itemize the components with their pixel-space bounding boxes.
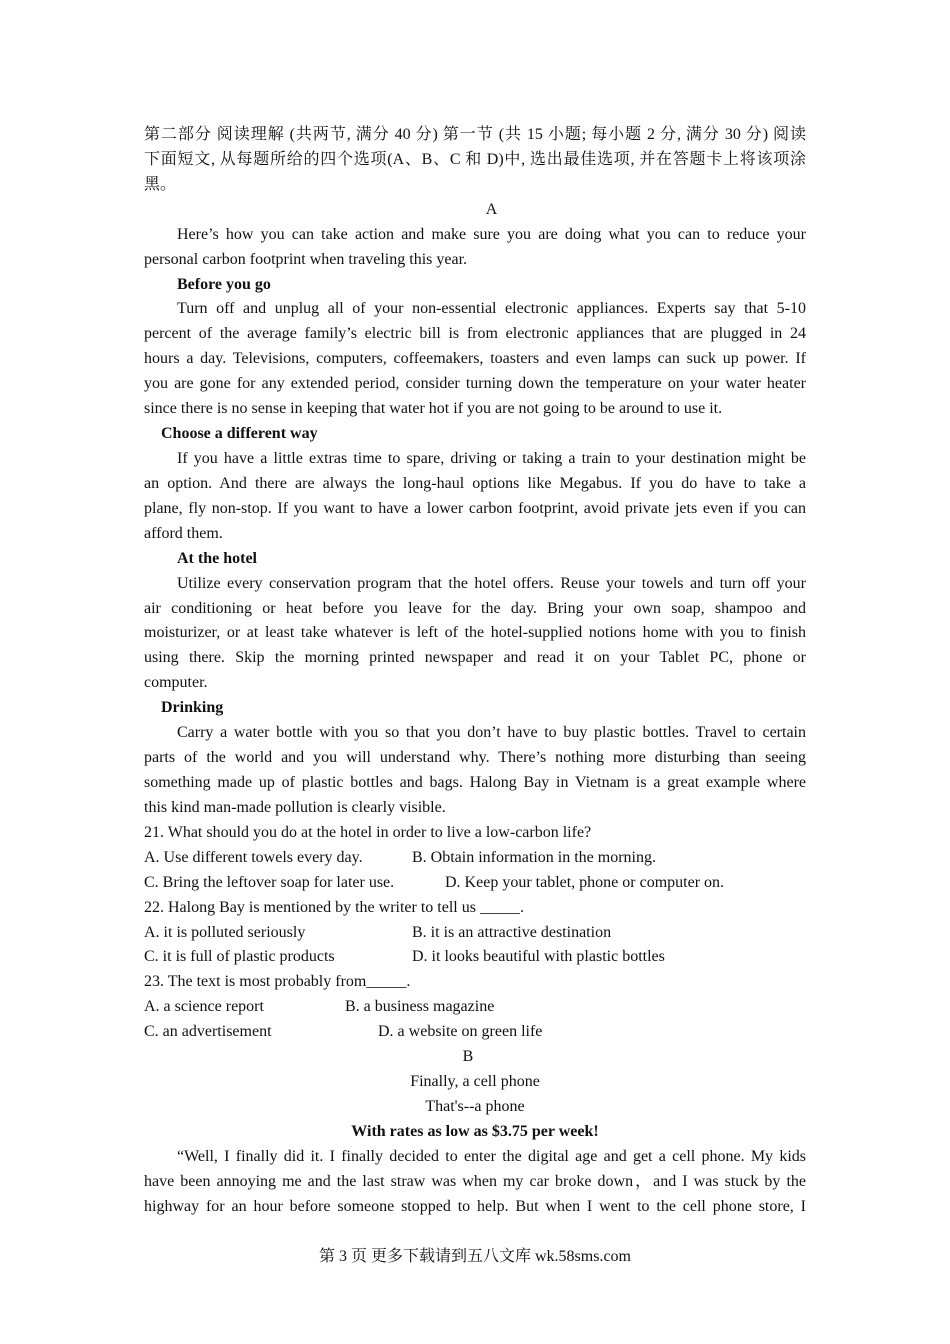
paragraph-line: Carry a water bottle with you so that you don’t have to buy plastic bottles. Travel to certain <box>177 724 806 742</box>
paragraph-line: using there. Skip the morning printed newspaper and read it on your Tablet PC, phone or <box>144 649 806 667</box>
answer-option: A. a science report <box>144 998 264 1016</box>
section-heading: At the hotel <box>177 549 257 567</box>
section-heading: Before you go <box>177 275 271 293</box>
option-row <box>144 945 806 970</box>
section-heading: Drinking <box>161 699 224 717</box>
instructions-line: 第二部分 阅读理解 (共两节, 满分 40 分) 第一节 (共 15 小题; 每小题 2 分, 满分 30 分) 阅读 <box>144 126 806 143</box>
page-footer: 第 3 页 更多下载请到五八文库 wk.58sms.com <box>318 1248 631 1265</box>
answer-option: C. Bring the leftover soap for later use. <box>144 873 395 891</box>
answer-option: B. it is an attractive destination <box>412 923 612 941</box>
paragraph-line: parts of the world and you will understand why. There’s nothing more disturbing than seeing <box>144 749 806 767</box>
ad-title: Finally, a cell phone <box>410 1073 540 1091</box>
paragraph-line: moisturizer, or at least take whatever is left of the hotel-supplied notions home with you to finish <box>144 624 806 642</box>
paragraph-line: personal carbon footprint when traveling this year. <box>144 250 468 268</box>
option-row <box>144 921 806 946</box>
paragraph-line: air conditioning or heat before you leave for the day. Bring your own soap, shampoo and <box>144 599 806 617</box>
paragraph-line: afford them. <box>144 524 223 542</box>
question-stem: 23. The text is most probably from_____. <box>144 973 411 991</box>
paragraph-line: percent of the average family’s electric bill is from electronic appliances that are plugged in 24 <box>144 325 806 343</box>
ad-subtitle: That's--a phone <box>425 1097 525 1115</box>
paragraph-line: Utilize every conservation program that the hotel offers. Reuse your towels and turn off your <box>177 574 806 592</box>
paragraph-line: have been annoying me and the last straw was when my car broke down，and I was stuck by the <box>144 1172 806 1190</box>
ad-slogan: With rates as low as $3.75 per week! <box>351 1122 599 1140</box>
option-row <box>144 1020 806 1045</box>
paragraph-line: something made up of plastic bottles and bags. Halong Bay in Vietnam is a great example where <box>144 773 806 791</box>
answer-option: C. it is full of plastic products <box>144 948 335 966</box>
passage-label: B <box>462 1048 474 1066</box>
answer-option: B. Obtain information in the morning. <box>412 848 656 866</box>
paragraph-line: “Well, I finally did it. I finally decided to enter the digital age and get a cell phone. My kids <box>177 1147 806 1165</box>
instructions-line: 黑。 <box>144 175 177 193</box>
paragraph-line: highway for an hour before someone stopped to help. But when I went to the cell phone store, I <box>144 1197 806 1215</box>
question-stem: 22. Halong Bay is mentioned by the writer to tell us _____. <box>144 898 524 916</box>
option-row <box>144 846 806 871</box>
section-heading: Choose a different way <box>161 425 318 443</box>
paragraph-line: computer. <box>144 674 208 692</box>
paragraph-line: Turn off and unplug all of your non-essential electronic appliances. Experts say that 5-10 <box>177 300 806 318</box>
question-stem: 21. What should you do at the hotel in order to live a low-carbon life? <box>144 823 592 841</box>
paragraph-line: hours a day. Televisions, computers, coffeemakers, toasters and even lamps can suck up power. If <box>144 350 806 368</box>
paragraph-line: this kind man-made pollution is clearly visible. <box>144 798 446 816</box>
paragraph-line: an option. And there are always the long-haul options like Megabus. If you do have to take a <box>144 474 806 492</box>
paragraph-line: If you have a little extras time to spare, driving or taking a train to your destination might be <box>177 449 806 467</box>
option-row <box>144 995 806 1020</box>
answer-option: D. Keep your tablet, phone or computer on. <box>445 873 725 891</box>
instructions-line: 下面短文, 从每题所给的四个选项(A、B、C 和 D)中, 选出最佳选项, 并在答题卡上将该项涂 <box>144 150 806 168</box>
answer-option: D. a website on green life <box>378 1023 543 1041</box>
answer-option: D. it looks beautiful with plastic bottles <box>412 948 665 966</box>
paragraph-line: since there is no sense in keeping that water hot if you are not going to be around to use it. <box>144 400 723 418</box>
answer-option: C. an advertisement <box>144 1023 272 1041</box>
answer-option: A. it is polluted seriously <box>144 923 306 941</box>
passage-label: A <box>485 200 498 218</box>
answer-option: A. Use different towels every day. <box>144 848 363 866</box>
paragraph-line: you are gone for any extended period, consider turning down the temperature on your water heater <box>144 375 806 393</box>
option-row <box>144 871 806 896</box>
paragraph-line: Here’s how you can take action and make sure you are doing what you can to reduce your <box>177 225 806 243</box>
answer-option: B. a business magazine <box>345 998 495 1016</box>
document-body <box>144 123 806 1220</box>
paragraph-line: plane, fly non-stop. If you want to have a lower carbon footprint, avoid private jets even if you can <box>144 499 806 517</box>
